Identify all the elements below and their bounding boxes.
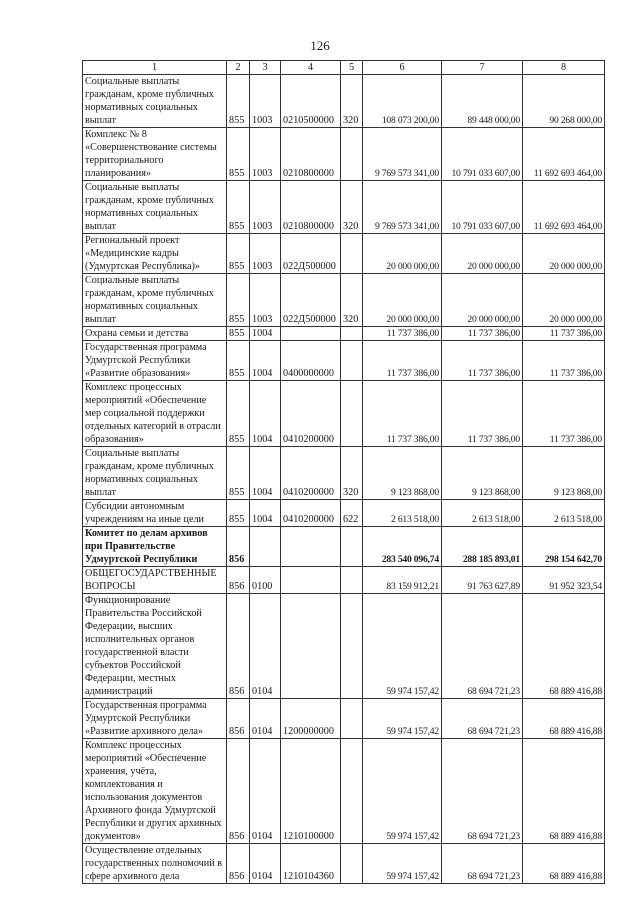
target-article-code: 0410200000 xyxy=(281,500,341,527)
col-header-2: 2 xyxy=(227,61,250,75)
section-code: 1003 xyxy=(250,181,281,234)
col-header-3: 3 xyxy=(250,61,281,75)
target-article-code: 0210500000 xyxy=(281,75,341,128)
section-code: 1004 xyxy=(250,381,281,447)
amount-year-2: 10 791 033 607,00 xyxy=(442,128,523,181)
ministry-code: 855 xyxy=(227,500,250,527)
row-name: Региональный проект «Медицинские кадры (Удмуртская Республика)» xyxy=(83,234,227,274)
col-header-8: 8 xyxy=(523,61,605,75)
amount-year-3: 11 737 386,00 xyxy=(523,327,605,341)
row-name: Социальные выплаты гражданам, кроме публичных нормативных социальных выплат xyxy=(83,181,227,234)
amount-year-1: 83 159 912,21 xyxy=(363,567,442,594)
row-name: Государственная программа Удмуртской Республики «Развитие образования» xyxy=(83,341,227,381)
row-name: ОБЩЕГОСУДАРСТВЕННЫЕ ВОПРОСЫ xyxy=(83,567,227,594)
table-row xyxy=(83,234,605,274)
table-row xyxy=(83,447,605,500)
row-name: Функционирование Правительства Российской Федерации, высших исполнительных органов государственной власти субъектов Российской Федерации, местных администраций xyxy=(83,594,227,699)
target-article-code: 0400000000 xyxy=(281,341,341,381)
amount-year-2: 9 123 868,00 xyxy=(442,447,523,500)
amount-year-2: 288 185 893,01 xyxy=(442,527,523,567)
ministry-code: 856 xyxy=(227,594,250,699)
amount-year-1: 20 000 000,00 xyxy=(363,274,442,327)
ministry-code: 855 xyxy=(227,341,250,381)
ministry-code: 856 xyxy=(227,844,250,884)
amount-year-2: 20 000 000,00 xyxy=(442,274,523,327)
target-article-code: 1210100000 xyxy=(281,739,341,844)
ministry-code: 856 xyxy=(227,567,250,594)
header-row xyxy=(83,61,605,75)
ministry-code: 855 xyxy=(227,381,250,447)
section-code: 1004 xyxy=(250,341,281,381)
ministry-code: 855 xyxy=(227,447,250,500)
target-article-code: 1200000000 xyxy=(281,699,341,739)
ministry-code: 855 xyxy=(227,181,250,234)
amount-year-3: 11 692 693 464,00 xyxy=(523,128,605,181)
table-row xyxy=(83,327,605,341)
table-row xyxy=(83,567,605,594)
amount-year-2: 2 613 518,00 xyxy=(442,500,523,527)
col-header-1: 1 xyxy=(83,61,227,75)
budget-table xyxy=(82,60,605,884)
section-code: 0104 xyxy=(250,594,281,699)
ministry-code: 856 xyxy=(227,527,250,567)
table-row xyxy=(83,594,605,699)
row-name: Комитет по делам архивов при Правительстве Удмуртской Республики xyxy=(83,527,227,567)
target-article-code xyxy=(281,567,341,594)
ministry-code: 855 xyxy=(227,234,250,274)
table-row xyxy=(83,75,605,128)
table-row xyxy=(83,128,605,181)
expense-type-code xyxy=(341,234,363,274)
target-article-code: 1210104360 xyxy=(281,844,341,884)
target-article-code: 0410200000 xyxy=(281,447,341,500)
amount-year-1: 9 769 573 341,00 xyxy=(363,128,442,181)
amount-year-2: 11 737 386,00 xyxy=(442,327,523,341)
expense-type-code xyxy=(341,381,363,447)
row-name: Комплекс № 8 «Совершенствование системы территориального планирования» xyxy=(83,128,227,181)
ministry-code: 856 xyxy=(227,699,250,739)
table-row xyxy=(83,739,605,844)
section-code: 1003 xyxy=(250,274,281,327)
section-code xyxy=(250,527,281,567)
section-code: 0104 xyxy=(250,844,281,884)
expense-type-code xyxy=(341,527,363,567)
target-article-code: 0210800000 xyxy=(281,181,341,234)
expense-type-code xyxy=(341,567,363,594)
target-article-code: 022Д500000 xyxy=(281,274,341,327)
amount-year-2: 11 737 386,00 xyxy=(442,341,523,381)
amount-year-3: 68 889 416,88 xyxy=(523,594,605,699)
col-header-6: 6 xyxy=(363,61,442,75)
amount-year-2: 68 694 721,23 xyxy=(442,594,523,699)
table-row xyxy=(83,341,605,381)
amount-year-2: 11 737 386,00 xyxy=(442,381,523,447)
target-article-code xyxy=(281,527,341,567)
expense-type-code: 622 xyxy=(341,500,363,527)
section-code: 1004 xyxy=(250,447,281,500)
amount-year-3: 11 692 693 464,00 xyxy=(523,181,605,234)
amount-year-2: 68 694 721,23 xyxy=(442,739,523,844)
row-name: Комплекс процессных мероприятий «Обеспечение мер социальной поддержки отдельных категорий в отрасли образования» xyxy=(83,381,227,447)
section-code: 1003 xyxy=(250,75,281,128)
row-name: Социальные выплаты гражданам, кроме публичных нормативных социальных выплат xyxy=(83,447,227,500)
amount-year-3: 2 613 518,00 xyxy=(523,500,605,527)
amount-year-3: 20 000 000,00 xyxy=(523,274,605,327)
expense-type-code xyxy=(341,128,363,181)
expense-type-code xyxy=(341,327,363,341)
expense-type-code xyxy=(341,341,363,381)
section-code: 1004 xyxy=(250,500,281,527)
amount-year-1: 9 769 573 341,00 xyxy=(363,181,442,234)
table-row xyxy=(83,381,605,447)
target-article-code xyxy=(281,327,341,341)
amount-year-2: 10 791 033 607,00 xyxy=(442,181,523,234)
table-row xyxy=(83,500,605,527)
amount-year-2: 68 694 721,23 xyxy=(442,699,523,739)
row-name: Комплекс процессных мероприятий «Обеспечение хранения, учёта, комплектования и использования документов Архивного фонда Удмуртской Республики и других архивных документов» xyxy=(83,739,227,844)
target-article-code: 022Д500000 xyxy=(281,234,341,274)
expense-type-code: 320 xyxy=(341,181,363,234)
row-name: Государственная программа Удмуртской Республики «Развитие архивного дела» xyxy=(83,699,227,739)
amount-year-1: 59 974 157,42 xyxy=(363,699,442,739)
amount-year-1: 2 613 518,00 xyxy=(363,500,442,527)
col-header-4: 4 xyxy=(281,61,341,75)
amount-year-1: 11 737 386,00 xyxy=(363,341,442,381)
col-header-7: 7 xyxy=(442,61,523,75)
target-article-code xyxy=(281,594,341,699)
target-article-code: 0210800000 xyxy=(281,128,341,181)
target-article-code: 0410200000 xyxy=(281,381,341,447)
amount-year-1: 11 737 386,00 xyxy=(363,381,442,447)
amount-year-3: 298 154 642,70 xyxy=(523,527,605,567)
table-row xyxy=(83,699,605,739)
table-row xyxy=(83,844,605,884)
section-code: 1003 xyxy=(250,234,281,274)
amount-year-3: 68 889 416,88 xyxy=(523,739,605,844)
row-name: Охрана семьи и детства xyxy=(83,327,227,341)
amount-year-1: 20 000 000,00 xyxy=(363,234,442,274)
table-row xyxy=(83,181,605,234)
expense-type-code xyxy=(341,739,363,844)
expense-type-code xyxy=(341,699,363,739)
amount-year-3: 68 889 416,88 xyxy=(523,844,605,884)
page-number: 126 xyxy=(310,38,330,53)
col-header-5: 5 xyxy=(341,61,363,75)
amount-year-3: 9 123 868,00 xyxy=(523,447,605,500)
amount-year-1: 108 073 200,00 xyxy=(363,75,442,128)
table-row xyxy=(83,274,605,327)
expense-type-code: 320 xyxy=(341,75,363,128)
amount-year-3: 90 268 000,00 xyxy=(523,75,605,128)
section-code: 0104 xyxy=(250,699,281,739)
amount-year-1: 283 540 096,74 xyxy=(363,527,442,567)
amount-year-3: 68 889 416,88 xyxy=(523,699,605,739)
row-name: Субсидии автономным учреждениям на иные цели xyxy=(83,500,227,527)
amount-year-3: 91 952 323,54 xyxy=(523,567,605,594)
ministry-code: 855 xyxy=(227,75,250,128)
amount-year-1: 59 974 157,42 xyxy=(363,844,442,884)
amount-year-1: 59 974 157,42 xyxy=(363,739,442,844)
amount-year-1: 59 974 157,42 xyxy=(363,594,442,699)
section-code: 1003 xyxy=(250,128,281,181)
ministry-code: 856 xyxy=(227,739,250,844)
amount-year-1: 11 737 386,00 xyxy=(363,327,442,341)
expense-type-code: 320 xyxy=(341,274,363,327)
amount-year-2: 20 000 000,00 xyxy=(442,234,523,274)
ministry-code: 855 xyxy=(227,274,250,327)
table-row xyxy=(83,527,605,567)
section-code: 0104 xyxy=(250,739,281,844)
amount-year-2: 89 448 000,00 xyxy=(442,75,523,128)
section-code: 0100 xyxy=(250,567,281,594)
expense-type-code xyxy=(341,844,363,884)
row-name: Социальные выплаты гражданам, кроме публичных нормативных социальных выплат xyxy=(83,274,227,327)
row-name: Осуществление отдельных государственных полномочий в сфере архивного дела xyxy=(83,844,227,884)
section-code: 1004 xyxy=(250,327,281,341)
amount-year-2: 91 763 627,89 xyxy=(442,567,523,594)
amount-year-3: 11 737 386,00 xyxy=(523,341,605,381)
amount-year-2: 68 694 721,23 xyxy=(442,844,523,884)
row-name: Социальные выплаты гражданам, кроме публичных нормативных социальных выплат xyxy=(83,75,227,128)
expense-type-code: 320 xyxy=(341,447,363,500)
ministry-code: 855 xyxy=(227,327,250,341)
amount-year-3: 11 737 386,00 xyxy=(523,381,605,447)
expense-type-code xyxy=(341,594,363,699)
amount-year-1: 9 123 868,00 xyxy=(363,447,442,500)
ministry-code: 855 xyxy=(227,128,250,181)
amount-year-3: 20 000 000,00 xyxy=(523,234,605,274)
